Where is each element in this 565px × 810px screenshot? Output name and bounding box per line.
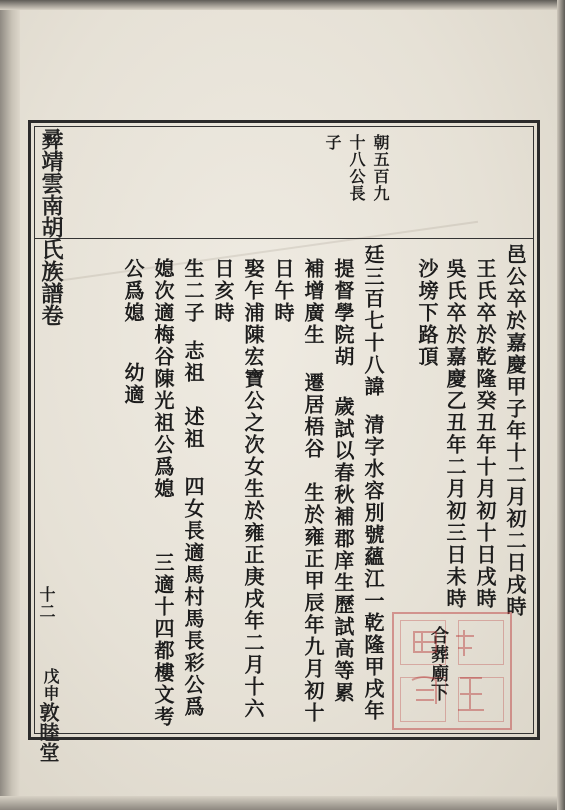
col-13a: 公爲媳 (121, 258, 145, 324)
seal-glyph-icon (394, 614, 514, 732)
col-11b: 四女長適馬村馬長彩公爲 (181, 476, 205, 718)
upper-box-divider (34, 238, 534, 239)
col-10: 日亥時 (211, 258, 235, 324)
burial-note: 合葬廟下 (428, 626, 449, 702)
page-top-edge (0, 0, 565, 10)
upper-box-col2: 十八公長 (347, 134, 366, 202)
hall-name: 敦睦堂 (36, 702, 60, 762)
red-seal (392, 612, 512, 730)
col-6a: 提督學院胡 (331, 258, 355, 368)
upper-box-col1: 朝五百九 (371, 134, 390, 202)
col-11-mid: 志祖 述祖 (181, 340, 205, 450)
book-spine (0, 0, 20, 810)
book-title: 彛靖雲南胡氏族譜卷 (38, 128, 64, 326)
col-8: 日午時 (271, 258, 295, 324)
page-number: 十二 (37, 586, 56, 620)
col-9: 娶乍浦陳宏寶公之次女生於雍正庚戌年二月十六 (241, 258, 265, 720)
col-11a: 生二子 (181, 258, 205, 324)
page-right-edge (557, 0, 565, 810)
col-12a: 媳次適梅谷陳光祖公爲媳 (151, 258, 175, 500)
col-6b: 歲試以春秋補郡庠生歷試高等累 (331, 396, 355, 704)
col-2: 王氏卒於乾隆癸丑年十月初十日戌時 (473, 258, 497, 610)
col-7b: 遷居梧谷 生於雍正甲辰年九月初十 (301, 372, 325, 724)
col-7a: 補增廣生 (301, 258, 325, 346)
col-4: 沙塝下路頂 (415, 258, 439, 368)
col-12b: 三適十四都樓文考 (151, 552, 175, 728)
col-5b: 清字水容別號蘊江一乾隆甲戌年 (361, 414, 385, 722)
year-mark: 戊申 (41, 668, 60, 702)
page-bottom-edge (0, 796, 565, 810)
col-3: 吳氏卒於嘉慶乙丑年二月初三日未時 (443, 258, 467, 610)
col-13b: 幼適 (121, 362, 145, 406)
upper-box-col3: 子 (323, 134, 342, 151)
col-5a: 廷三百七十八諱 (361, 244, 385, 398)
col-1: 邑公卒於嘉慶甲子年十二月初二日戌時 (503, 244, 527, 618)
